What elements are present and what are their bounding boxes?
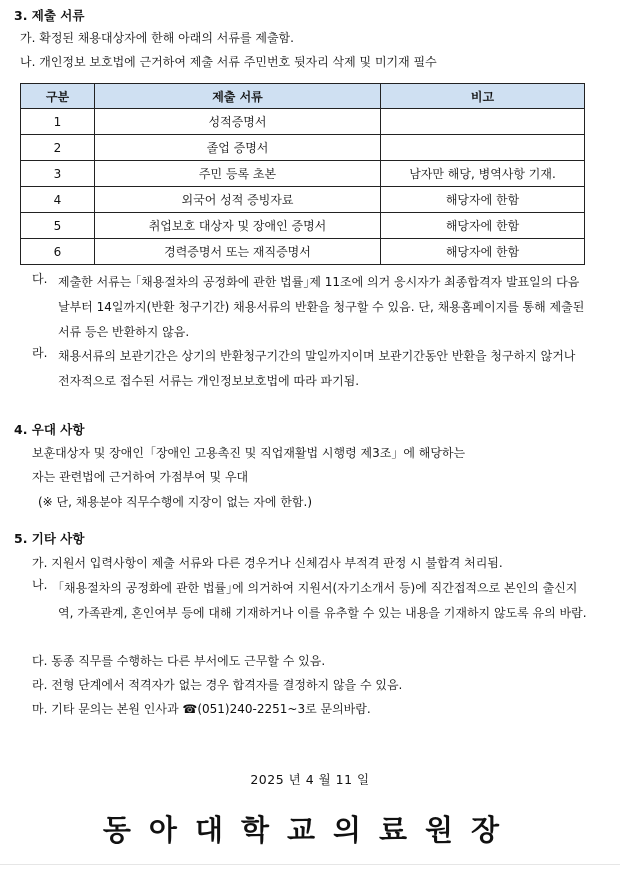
- table-cell: [381, 109, 585, 135]
- item-text: ｢채용절차의 공정화에 관한 법률｣에 의거하여 지원서(자기소개서 등)에 직간접적으로 본인의 출신지역, 가족관계, 혼인여부 등에 대해 기재하거나 이를 유추할 수 있는 내용을 기재하지 않도록 유의 바람.: [58, 581, 587, 620]
- table-cell: 해당자에 한함: [381, 187, 585, 213]
- section-5-item-da: 다. 동종 직무를 수행하는 다른 부서에도 근무할 수 있음.: [32, 654, 326, 668]
- table-row: [21, 109, 585, 135]
- section-4-line: 보훈대상자 및 장애인「장애인 고용촉진 및 직업재활법 시행령 제3조」에 해당하는: [32, 446, 466, 460]
- document-date: 2025 년 4 월 11 일: [250, 772, 370, 787]
- table-cell: [381, 135, 585, 161]
- item-text: 채용서류의 보관기간은 상기의 반환청구기간의 말일까지이며 보관기간동안 반환을 청구하지 않거나 전자적으로 접수된 서류는 개인정보보호법에 따라 파기됨.: [58, 349, 576, 388]
- table-cell: 해당자에 한함: [381, 239, 585, 265]
- table-row: [21, 213, 585, 239]
- table-header-row: [21, 84, 585, 109]
- table-cell: 6: [21, 239, 95, 265]
- table-row: [21, 135, 585, 161]
- item-text: 제출한 서류는 ｢채용절차의 공정화에 관한 법률｣제 11조에 의거 응시자가 최종합격자 발표일의 다음날부터 14일까지(반환 청구기간) 채용서류의 반환을 청구할 수 있음. 단, 채용홈페이지를 통해 제출된 서류 등은 반환하지 않음.: [58, 275, 585, 339]
- table-cell: 1: [21, 109, 95, 135]
- table-cell: 취업보호 대상자 및 장애인 증명서: [95, 213, 381, 239]
- item-marker: 다.: [32, 272, 48, 286]
- documents-table: [20, 83, 585, 265]
- section-5-title: 5. 기타 사항: [14, 531, 85, 546]
- table-row: [21, 187, 585, 213]
- page-bottom-divider: [0, 864, 620, 865]
- table-cell: 2: [21, 135, 95, 161]
- section-3-title: 3. 제출 서류: [14, 8, 85, 23]
- section-5-item-ra: 라. 전형 단계에서 적격자가 없는 경우 합격자를 결정하지 않을 수 있음.: [32, 678, 403, 692]
- item-marker: 나.: [32, 578, 48, 592]
- table-row: [21, 161, 585, 187]
- table-row: [21, 239, 585, 265]
- table-cell: 남자만 해당, 병역사항 기재.: [381, 161, 585, 187]
- table-cell: 졸업 증명서: [95, 135, 381, 161]
- table-cell: 경력증명서 또는 재직증명서: [95, 239, 381, 265]
- section-3-item-da: [32, 270, 588, 345]
- table-cell: 해당자에 한함: [381, 213, 585, 239]
- table-header-cell: 구분: [21, 84, 95, 109]
- table-cell: 성적증명서: [95, 109, 381, 135]
- section-3-item-ga: 가. 확정된 채용대상자에 한해 아래의 서류를 제출함.: [20, 31, 294, 45]
- section-4-note: (※ 단, 채용분야 직무수행에 지장이 없는 자에 한함.): [38, 495, 312, 509]
- section-3-item-ra: [32, 344, 588, 394]
- table-cell: 외국어 성적 증빙자료: [95, 187, 381, 213]
- table-cell: 주민 등록 초본: [95, 161, 381, 187]
- table-cell: 5: [21, 213, 95, 239]
- section-4-title: 4. 우대 사항: [14, 422, 85, 437]
- issuer-signature: 동아대학교의료원장: [102, 813, 518, 847]
- section-4-line: 자는 관련법에 근거하여 가점부여 및 우대: [32, 470, 249, 484]
- table-header-cell: 비고: [381, 84, 585, 109]
- section-5-item-ma: 마. 기타 문의는 본원 인사과 ☎(051)240-2251~3로 문의바람.: [32, 702, 371, 716]
- section-3-item-na: 나. 개인정보 보호법에 근거하여 제출 서류 주민번호 뒷자리 삭제 및 미기재 필수: [20, 55, 437, 69]
- section-5-item-na: [32, 576, 588, 626]
- item-marker: 라.: [32, 346, 48, 360]
- table-cell: 3: [21, 161, 95, 187]
- table-cell: 4: [21, 187, 95, 213]
- table-header-cell: 제출 서류: [95, 84, 381, 109]
- section-5-item-ga: 가. 지원서 입력사항이 제출 서류와 다른 경우거나 신체검사 부적격 판정 시 불합격 처리됨.: [32, 556, 503, 570]
